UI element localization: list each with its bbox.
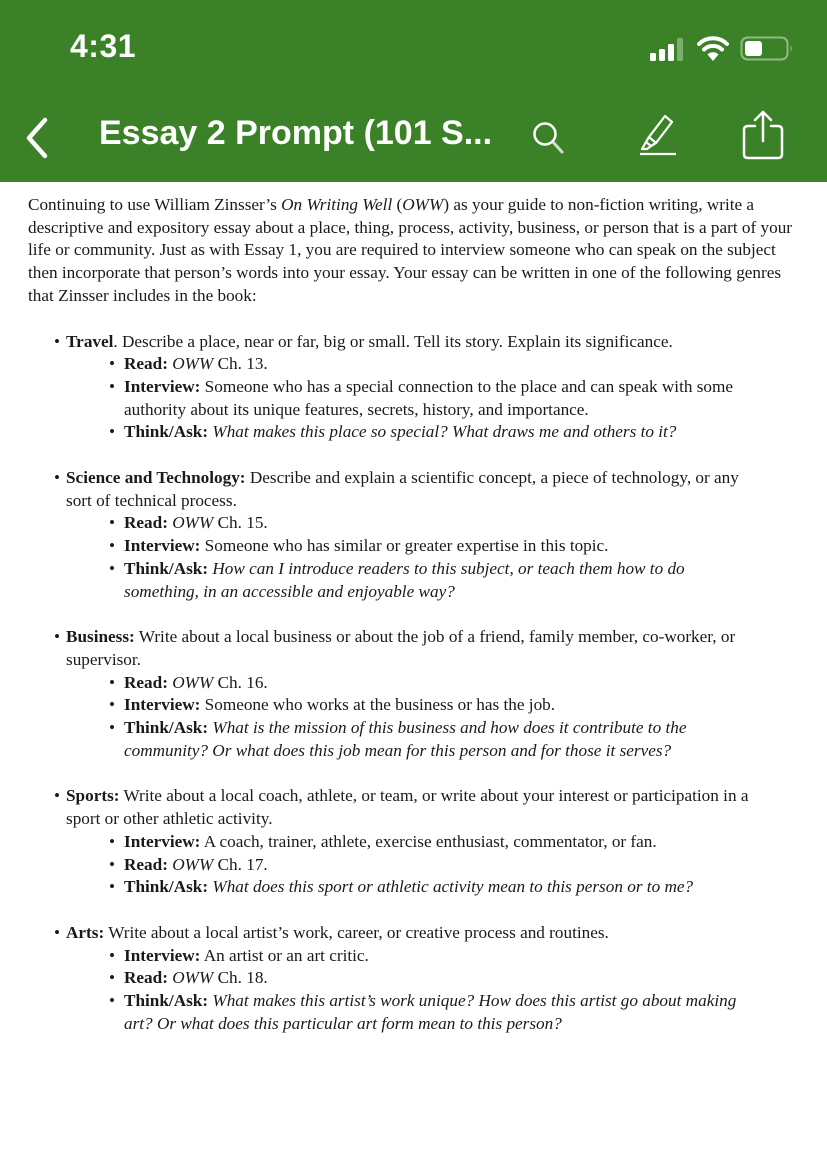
cellular-signal-icon: [648, 34, 688, 64]
genre-item: [28, 331, 808, 445]
genre-heading: [28, 331, 808, 354]
subitem-question: What does this sport or athletic activity mean to this person or to me?: [208, 877, 694, 897]
subitem-text: Ch. 18.: [213, 968, 268, 988]
subitem-text: A coach, trainer, athlete, exercise enthusiast, commentator, or fan.: [200, 831, 657, 851]
genre-description: Write about a local artist’s work, career, or creative process and routines.: [108, 922, 609, 942]
genre-subitem: [28, 717, 808, 762]
subitem-text: Ch. 16.: [213, 672, 268, 692]
genre-subitem: [28, 831, 808, 854]
bullet-icon: •: [109, 968, 116, 988]
app-header: [0, 0, 827, 182]
bullet-icon: •: [109, 877, 116, 897]
separator: .: [113, 331, 123, 351]
genre-description: Write about a local business or about the job of a friend, family member, co-worker, or supervisor.: [66, 627, 736, 669]
genre-item: [28, 922, 808, 1036]
subitem-text: Ch. 15.: [213, 513, 268, 533]
book-title: On Writing Well: [281, 195, 393, 214]
subitem-label: Interview:: [124, 376, 201, 396]
subitem-question: What is the mission of this business and how does it contribute to the community? Or what does this job mean for this person and for those it serves?: [124, 718, 687, 760]
book-abbr: OWW: [172, 672, 214, 692]
book-abbr: OWW: [172, 513, 214, 533]
bullet-icon: •: [54, 786, 61, 806]
book-abbr: OWW: [172, 354, 214, 374]
subitem-label: Think/Ask:: [124, 877, 209, 897]
status-time: 4:31: [70, 28, 137, 64]
bullet-icon: •: [109, 831, 116, 851]
document-body: [28, 194, 808, 1059]
subitem-label: Think/Ask:: [124, 718, 209, 738]
bullet-icon: •: [109, 695, 116, 715]
subitem-question: How can I introduce readers to this subject, or teach them how to do something, in an accessible and enjoyable way?: [124, 558, 685, 601]
genre-subitem: [28, 990, 808, 1035]
genre-name: Science and Technology:: [66, 468, 246, 488]
genre-heading: [28, 785, 808, 830]
bullet-icon: •: [109, 558, 116, 578]
subitem-text: Someone who has similar or greater expertise in this topic.: [200, 536, 609, 556]
genre-subitem: [28, 876, 808, 899]
chevron-left-icon[interactable]: [20, 114, 56, 162]
genre-subitem: [28, 854, 808, 877]
genre-name: Business:: [66, 627, 135, 647]
genre-subitem: [28, 535, 808, 558]
subitem-label: Interview:: [124, 945, 201, 965]
share-icon[interactable]: [740, 108, 786, 164]
intro-text: Continuing to use William Zinsser’s: [28, 195, 282, 214]
subitem-label: Read:: [124, 513, 168, 533]
subitem-question: What makes this artist’s work unique? How does this artist go about making art? Or what does this particular art form mean to this person?: [124, 991, 737, 1033]
bullet-icon: •: [54, 627, 61, 647]
subitem-text: Someone who has a special connection to the place and can speak with some authority about its unique features, secrets, history, and importance.: [124, 376, 734, 419]
genre-subitem: [28, 694, 808, 717]
genre-subitem: [28, 421, 808, 444]
subitem-label: Read:: [124, 354, 168, 374]
genre-heading: [28, 922, 808, 945]
subitem-label: Think/Ask:: [124, 422, 209, 442]
intro-text: (: [392, 195, 403, 214]
subitem-question: What makes this place so special? What draws me and others to it?: [208, 422, 677, 442]
genre-list: [28, 331, 808, 1036]
genre-subitem: [28, 558, 808, 603]
bullet-icon: •: [109, 536, 116, 556]
genre-description: Describe and explain a scientific concept, a piece of technology, or any sort of technical process.: [66, 468, 739, 510]
bullet-icon: •: [109, 513, 116, 533]
genre-description: Describe a place, near or far, big or small. Tell its story. Explain its significance.: [122, 331, 673, 351]
genre-subitem: [28, 672, 808, 695]
subitem-text: Someone who works at the business or has the job.: [200, 695, 556, 715]
document-title: Essay 2 Prompt (101 S...: [99, 114, 493, 152]
wifi-icon: [696, 34, 730, 64]
genre-subitem: [28, 353, 808, 376]
intro-text: ) as your guide to non-fiction writing, write a descriptive and expository essay about a place, thing, process, activity, business, or person that is a part of your life or community. Just as with Essay 1, you are required to interview someone who can speak on the subject then incorporate that person’s words into your essay. Your essay can be written in one of the following genres that Zinsser includes in the book:: [28, 195, 793, 305]
battery-icon: [740, 34, 796, 64]
genre-subitem: [28, 945, 808, 968]
subitem-label: Interview:: [124, 831, 201, 851]
subitem-label: Read:: [124, 968, 168, 988]
search-icon[interactable]: [530, 119, 568, 157]
subitem-text: An artist or an art critic.: [200, 945, 369, 965]
genre-heading: [28, 626, 808, 671]
subitem-text: Ch. 17.: [213, 854, 268, 874]
subitem-label: Read:: [124, 854, 168, 874]
bullet-icon: •: [54, 922, 61, 942]
subitem-label: Interview:: [124, 695, 201, 715]
genre-name: Travel: [66, 331, 114, 351]
genre-item: [28, 785, 808, 899]
genre-subitem: [28, 376, 808, 421]
subitem-label: Think/Ask:: [124, 558, 209, 578]
bullet-icon: •: [109, 945, 116, 965]
bullet-icon: •: [109, 672, 116, 692]
genre-name: Sports:: [66, 786, 120, 806]
book-abbr: OWW: [172, 854, 214, 874]
bullet-icon: •: [109, 991, 116, 1011]
bullet-icon: •: [54, 468, 61, 488]
genre-item: [28, 626, 808, 762]
bullet-icon: •: [109, 718, 116, 738]
book-abbr: OWW: [172, 968, 214, 988]
bullet-icon: •: [54, 331, 61, 351]
genre-heading: [28, 467, 808, 512]
genre-subitem: [28, 512, 808, 535]
subitem-label: Read:: [124, 672, 168, 692]
book-abbr: OWW: [402, 195, 444, 214]
genre-name: Arts:: [66, 922, 105, 942]
genre-subitem: [28, 967, 808, 990]
intro-paragraph: [28, 194, 808, 308]
bullet-icon: •: [109, 422, 116, 442]
highlighter-icon[interactable]: [636, 112, 680, 160]
subitem-label: Think/Ask:: [124, 991, 209, 1011]
bullet-icon: •: [109, 354, 116, 374]
genre-description: Write about a local coach, athlete, or team, or write about your interest or participation in a sport or other athletic activity.: [66, 786, 749, 829]
subitem-text: Ch. 13.: [213, 354, 268, 374]
genre-item: [28, 467, 808, 603]
subitem-label: Interview:: [124, 536, 201, 556]
bullet-icon: •: [109, 854, 116, 874]
bullet-icon: •: [109, 376, 116, 396]
